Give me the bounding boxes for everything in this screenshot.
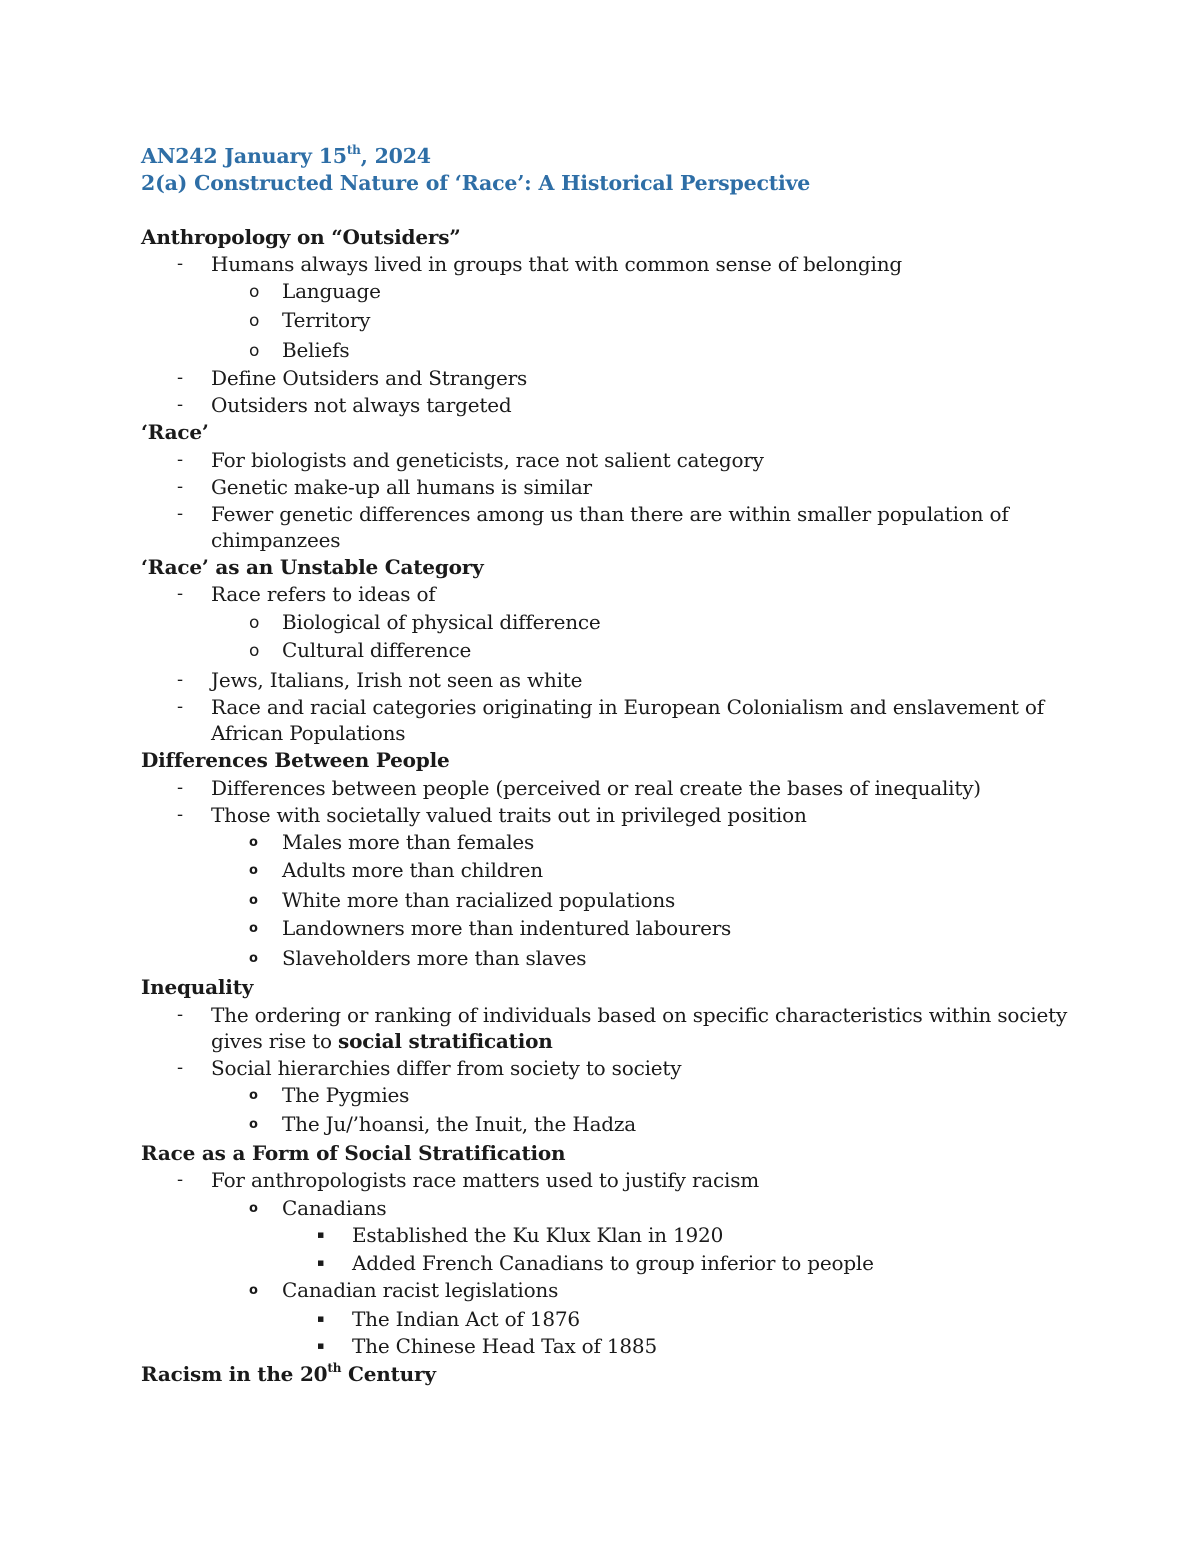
bullet-text: The ordering or ranking of individuals based on specific characteristics within society: [211, 1003, 1068, 1027]
circle-bullet: o: [249, 1088, 258, 1103]
sub-bullet-text: Slaveholders more than slaves: [282, 946, 587, 970]
circle-bullet: o: [249, 613, 260, 633]
dash-bullet: -: [177, 367, 184, 388]
circle-bullet: o: [249, 1117, 258, 1132]
bullet-text: Jews, Italians, Irish not seen as white: [211, 668, 583, 692]
circle-bullet: o: [249, 921, 258, 936]
bullet-text: Those with societally valued traits out in privileged position: [211, 803, 807, 827]
bullet-text: Outsiders not always targeted: [211, 393, 512, 417]
bullet-text: Fewer genetic differences among us than there are within smaller population of: [211, 502, 1009, 526]
bullet-text: Race and racial categories originating in European Colonialism and enslavement of: [211, 695, 1044, 719]
course-year: , 2024: [360, 144, 431, 168]
section-heading-outsiders: Anthropology on “Outsiders”: [141, 225, 461, 249]
circle-bullet: o: [249, 1201, 258, 1216]
dash-bullet: -: [177, 696, 184, 717]
circle-bullet: o: [249, 282, 260, 302]
bullet-text: Differences between people (perceived or real create the bases of inequality): [211, 776, 981, 800]
sub-sub-bullet-text: Added French Canadians to group inferior to people: [352, 1251, 874, 1275]
circle-bullet: o: [249, 893, 258, 908]
dash-bullet: -: [177, 583, 184, 604]
section-heading-race: ‘Race’: [141, 420, 209, 444]
dash-bullet: -: [177, 777, 184, 798]
sub-sub-bullet-text: The Indian Act of 1876: [352, 1307, 580, 1331]
circle-bullet: o: [249, 311, 260, 331]
sub-sub-bullet-text: Established the Ku Klux Klan in 1920: [352, 1223, 724, 1247]
ordinal-suffix: th: [327, 1361, 342, 1376]
sub-bullet-text: Landowners more than indentured labourers: [282, 916, 732, 940]
dash-bullet: -: [177, 476, 184, 497]
bullet-text: Humans always lived in groups that with common sense of belonging: [211, 252, 902, 276]
circle-bullet: o: [249, 951, 258, 966]
bullet-text-continued: [211, 1028, 553, 1054]
dash-bullet: -: [177, 503, 184, 524]
circle-bullet: o: [249, 1283, 258, 1298]
bold-term: social stratification: [338, 1029, 553, 1053]
dash-bullet: -: [177, 394, 184, 415]
sub-bullet-text: Adults more than children: [282, 858, 543, 882]
section-heading-differences: Differences Between People: [141, 748, 450, 772]
document-subtitle: 2(a) Constructed Nature of ‘Race’: A Historical Perspective: [141, 171, 811, 195]
section-heading-unstable: ‘Race’ as an Unstable Category: [141, 555, 484, 579]
bullet-text: Define Outsiders and Strangers: [211, 366, 528, 390]
sub-bullet-text: The Pygmies: [282, 1083, 410, 1107]
dash-bullet: -: [177, 1169, 184, 1190]
bullet-text-continued: African Populations: [211, 721, 406, 745]
circle-bullet: o: [249, 641, 260, 661]
square-bullet: ▪: [317, 1256, 325, 1269]
section-heading-racism-20th-century: [141, 1361, 436, 1387]
heading-text: Century: [341, 1362, 436, 1386]
course-date: AN242 January 15: [141, 144, 347, 168]
sub-bullet-text: Language: [282, 279, 381, 303]
sub-bullet-text: Territory: [282, 308, 371, 332]
bullet-text-continued: chimpanzees: [211, 528, 341, 552]
inline-text: gives rise to: [211, 1029, 339, 1053]
bullet-text: For biologists and geneticists, race not salient category: [211, 448, 764, 472]
dash-bullet: -: [177, 804, 184, 825]
square-bullet: ▪: [317, 1312, 325, 1325]
bullet-text: Race refers to ideas of: [211, 582, 436, 606]
sub-bullet-text: Males more than females: [282, 830, 535, 854]
dash-bullet: -: [177, 449, 184, 470]
bullet-text: For anthropologists race matters used to justify racism: [211, 1168, 760, 1192]
circle-bullet: o: [249, 835, 258, 850]
section-heading-stratification: Race as a Form of Social Stratification: [141, 1141, 566, 1165]
dash-bullet: -: [177, 1004, 184, 1025]
sub-bullet-text: Biological of physical difference: [282, 610, 601, 634]
sub-bullet-text: The Ju/’hoansi, the Inuit, the Hadza: [282, 1112, 636, 1136]
sub-bullet-text: Beliefs: [282, 338, 350, 362]
sub-sub-bullet-text: The Chinese Head Tax of 1885: [352, 1334, 657, 1358]
square-bullet: ▪: [317, 1339, 325, 1352]
sub-bullet-text: Canadians: [282, 1196, 387, 1220]
square-bullet: ▪: [317, 1228, 325, 1241]
section-heading-inequality: Inequality: [141, 975, 254, 999]
heading-text: Racism in the 20: [141, 1362, 328, 1386]
ordinal-suffix: th: [346, 143, 361, 158]
sub-bullet-text: Cultural difference: [282, 638, 472, 662]
circle-bullet: o: [249, 341, 260, 361]
document-title: [141, 143, 431, 169]
sub-bullet-text: White more than racialized populations: [282, 888, 676, 912]
dash-bullet: -: [177, 253, 184, 274]
dash-bullet: -: [177, 1057, 184, 1078]
bullet-text: Genetic make-up all humans is similar: [211, 475, 592, 499]
bullet-text: Social hierarchies differ from society to society: [211, 1056, 682, 1080]
sub-bullet-text: Canadian racist legislations: [282, 1278, 559, 1302]
circle-bullet: o: [249, 863, 258, 878]
dash-bullet: -: [177, 669, 184, 690]
